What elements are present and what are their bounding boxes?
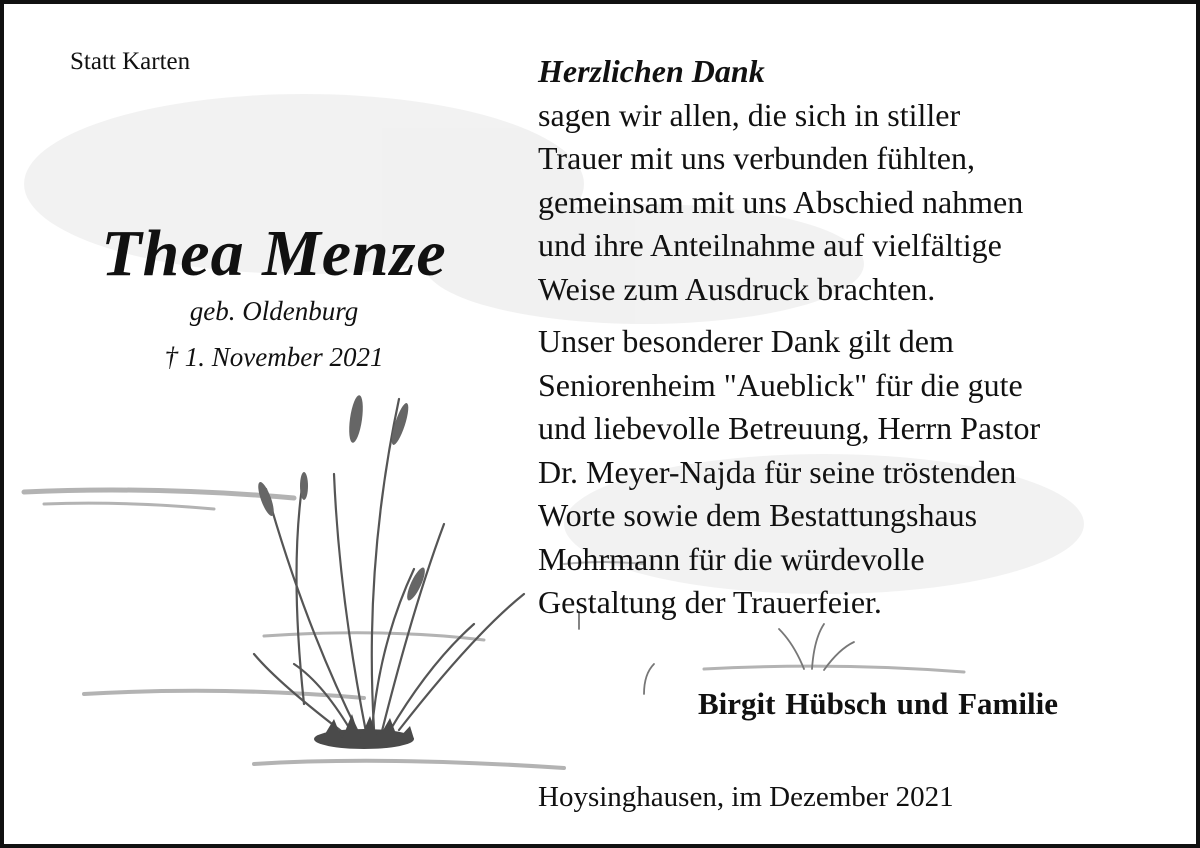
message-line: Trauer mit uns verbunden fühlten, [538, 140, 975, 176]
thank-you-message [538, 50, 1178, 625]
message-line: Worte sowie dem Bestattungshaus [538, 497, 978, 533]
deceased-name: Thea Menze [101, 217, 447, 290]
message-line: Gestaltung der Trauerfeier. [538, 584, 882, 620]
message-line: Seniorenheim "Aueblick" für die gute [538, 366, 1023, 403]
message-paragraph-2 [538, 320, 1178, 625]
message-line: Unser besonderer Dank gilt dem [538, 323, 954, 359]
message-line: Weise zum Ausdruck brachten. [538, 270, 936, 307]
message-line: und liebevolle Betreuung, Herrn Pastor [538, 410, 1041, 446]
death-date: † 1. November 2021 [164, 342, 384, 372]
message-line: und ihre Anteilnahme auf vielfältige [538, 227, 1002, 263]
message-line: Mohrmann für die würdevolle [538, 540, 925, 577]
place-and-date: Hoysinghausen, im Dezember 2021 [538, 781, 954, 813]
maiden-name: geb. Oldenburg [189, 296, 359, 326]
message-line: gemeinsam mit uns Abschied nahmen [538, 183, 1024, 220]
thank-you-headline: Herzlichen Dank [538, 53, 765, 89]
message-paragraph-1 [538, 94, 1178, 312]
message-line: Dr. Meyer-Najda für seine tröstenden [538, 453, 1017, 490]
signoff-family: Birgit Hübsch und Familie [698, 686, 1058, 721]
statt-karten-label: Statt Karten [70, 48, 191, 75]
message-line: sagen wir allen, die sich in stiller [538, 96, 961, 133]
